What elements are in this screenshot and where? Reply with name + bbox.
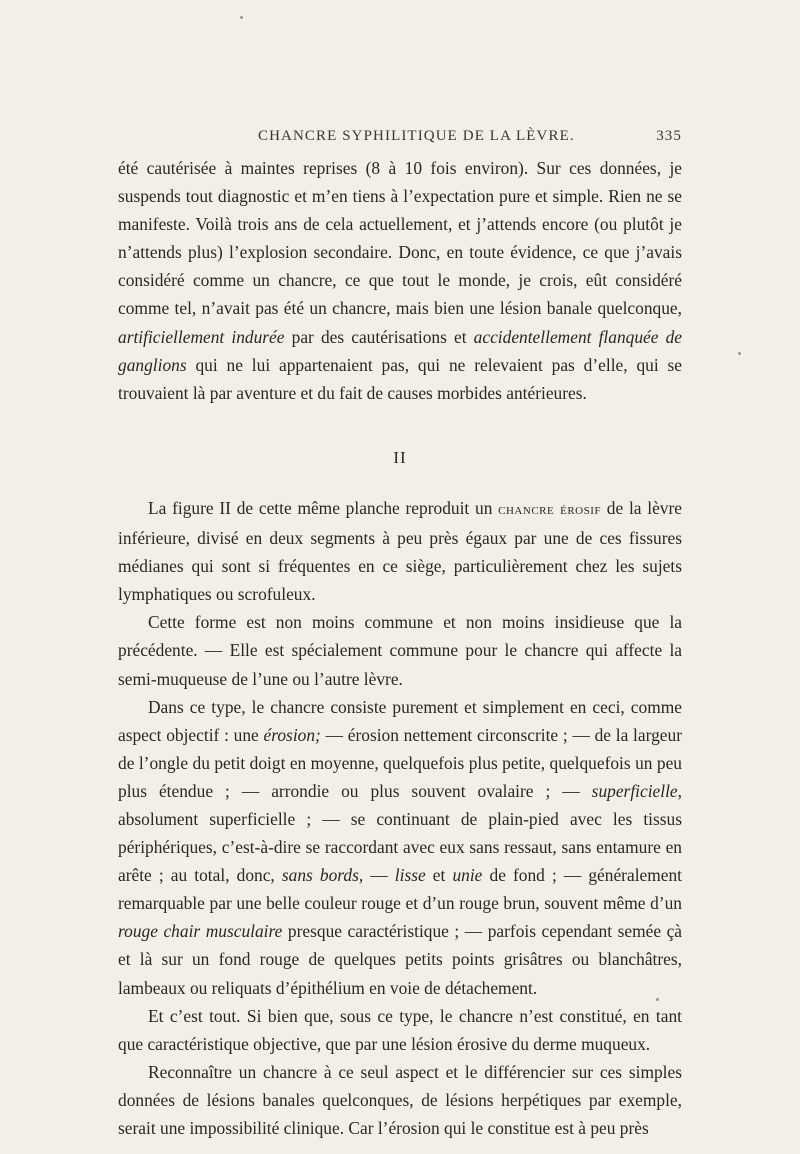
italic-term: lisse [394, 865, 426, 886]
italic-term: sans bords [281, 865, 359, 886]
running-title: CHANCRE SYPHILITIQUE DE LA LÈVRE. [258, 128, 575, 144]
italic-term: érosion; [263, 724, 321, 745]
paper-speck [738, 352, 741, 355]
paragraph: Dans ce type, le chancre consiste purement et simplement en ceci, comme aspect objectif : une érosion; — érosion nettement circonscrite ; — de la largeur de l’ongle du petit doigt en moyenne, quelquefois plus petite, quelquefois un peu plus étendue ; — arrondie ou plus souvent ovalaire ; — superficielle, absolument superficielle ; — se continuant de plain-pied avec les tissus périphériques, c’est-à-dire se raccordant avec eux sans ressaut, sans entamure en arête ; au total, donc, sans bords, — lisse et unie de fond ; — généralement remarquable par une belle couleur rouge et d’un rouge brun, souvent même d’un rouge chair musculaire presque caractéristique ; — parfois cependant semée çà et là sur un fond rouge de quelques petits points grisâtres ou blanchâtres, lambeaux ou reliquats d’épithélium en voie de détachement. [118, 696, 683, 998]
paragraph-continuation: été cautérisée à maintes reprises (8 à 10 fois environ). Sur ces données, je suspends tout diagnostic et m’en tiens à l’expectation pure et simple. Rien ne se manifeste. Voilà trois ans de cela actuellement, et j’attends encore (ou plutôt je n’attends plus) l’explosion secondaire. Donc, en toute évidence, ce que j’avais considéré comme un chancre, ce que tout le monde, je crois, eût considéré comme tel, n’avait pas été un chancre, mais bien une lésion banale quelconque, artificiellement indurée par des cautérisations et accidentellement flanquée de ganglions qui ne lui appartenaient pas, qui ne relevaient pas d’elle, qui se trouvaient là par aventure et du fait de causes morbides antérieures. [118, 158, 683, 403]
paper-speck [240, 16, 243, 19]
italic-term: unie [452, 865, 483, 886]
small-caps-term: chancre érosif [498, 500, 602, 518]
paragraph: Et c’est tout. Si bien que, sous ce type, le chancre n’est constitué, en tant que caractéristique objective, que par une lésion érosive du derme muqueux. [118, 1005, 682, 1054]
italic-term: rouge chair musculaire [118, 921, 283, 942]
body-text [118, 154, 682, 1142]
paragraph: La figure II de cette même planche reproduit un chancre érosif de la lèvre inférieure, divisé en deux segments à peu près égaux par une de ces fissures médianes qui sont si fréquentes en ce siège, particulièrement chez les sujets lymphatiques ou scrofuleux. [118, 497, 683, 605]
page-number: 335 [656, 128, 682, 144]
section-heading: II [393, 447, 407, 467]
italic-term: accidentellement flanquée de ganglions [118, 326, 683, 375]
paragraph: Cette forme est non moins commune et non moins insidieuse que la précédente. — Elle est spécialement commune pour le chancre qui affecte la semi-muqueuse de l’une ou l’autre lèvre. [118, 612, 682, 689]
italic-term: artificiellement indurée [118, 326, 285, 347]
paragraph: Reconnaître un chancre à ce seul aspect et le différencier sur ces simples données de lésions banales quelconques, de lésions herpétiques par exemple, serait une impossibilité clinique. Car l’érosion qui le constitue est à peu près [118, 1061, 682, 1138]
italic-term: superficielle [591, 780, 678, 801]
paper-speck [656, 998, 659, 1001]
